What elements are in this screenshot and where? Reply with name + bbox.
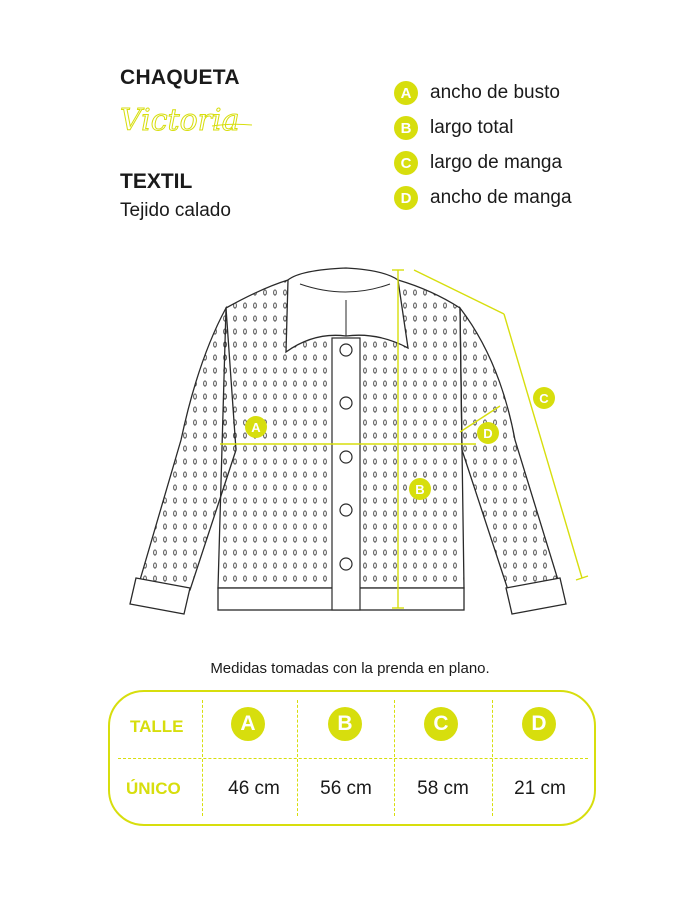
jacket-technical-drawing	[120, 250, 600, 630]
drawing-badge-a	[245, 416, 267, 438]
legend-label-c: largo de manga	[430, 152, 563, 173]
svg-text:Victoria: Victoria	[120, 103, 240, 138]
legend-label-b: largo total	[430, 117, 514, 138]
size-header-label: TALLE	[130, 717, 184, 736]
value-b: 56 cm	[320, 778, 372, 799]
drawing-badge-d	[477, 422, 499, 444]
legend-badge-b: B	[394, 116, 418, 140]
svg-text:B: B	[415, 482, 425, 497]
column-badge-b: B	[328, 707, 362, 741]
value-d: 21 cm	[514, 778, 566, 799]
column-badge-d: D	[522, 707, 556, 741]
svg-text:A: A	[251, 420, 261, 435]
legend-badge-a: A	[394, 81, 418, 105]
measurement-note: Medidas tomadas con la prenda en plano.	[210, 660, 490, 677]
value-a: 46 cm	[228, 778, 280, 799]
drawing-badge-c	[533, 387, 555, 409]
value-c: 58 cm	[417, 778, 469, 799]
product-type-title: CHAQUETA	[120, 66, 240, 89]
product-name-script	[116, 96, 256, 142]
column-badge-a: A	[231, 707, 265, 741]
legend-badge-d: D	[394, 186, 418, 210]
legend-badge-c: C	[394, 151, 418, 175]
legend-item-d	[394, 185, 572, 211]
legend-item-a	[394, 80, 560, 106]
svg-text:C: C	[539, 391, 549, 406]
table-col-divider	[202, 700, 203, 816]
legend-item-c	[394, 150, 562, 176]
textile-heading: TEXTIL	[120, 170, 193, 193]
svg-text:D: D	[483, 426, 493, 441]
table-row-divider	[118, 758, 588, 759]
legend-label-a: ancho de busto	[430, 82, 560, 103]
textile-description: Tejido calado	[120, 200, 231, 221]
size-row-label: ÚNICO	[126, 779, 181, 798]
legend-label-d: ancho de manga	[430, 187, 572, 208]
legend-item-b	[394, 115, 513, 141]
column-badge-c: C	[424, 707, 458, 741]
drawing-badge-b	[409, 478, 431, 500]
